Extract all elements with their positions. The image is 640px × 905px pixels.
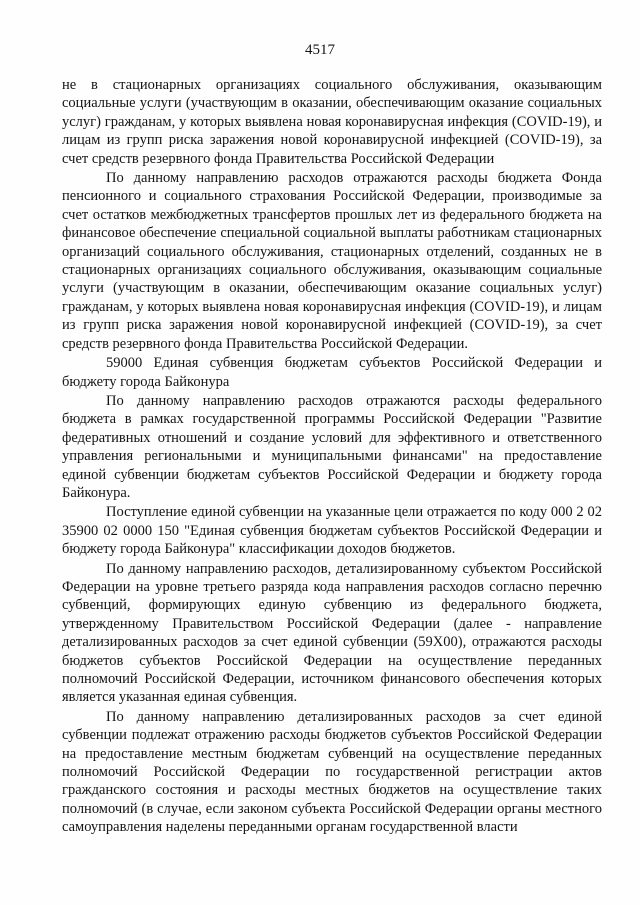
paragraph-6: По данному направлению расходов, детализированному субъектом Российской Федерации на уровне третьего разряда кода направления расходов согласно перечню субвенций, формирующих единую субвенцию из федерального бюджета, утвержденному Правительством Российской Федерации (далее - направление детализированных расходов за счет единой субвенции (59Х00), отражаются расходы бюджетов субъектов Российской Федерации на осуществление переданных полномочий Российской Федерации, источником финансового обеспечения которых является указанная единая субвенция.	[62, 560, 602, 706]
document-body	[62, 76, 602, 837]
paragraph-5: Поступление единой субвенции на указанные цели отражается по коду 000 2 02 35900 02 0000 150 "Единая субвенция бюджетам субъектов Российской Федерации и бюджету города Байконура" классификации доходов бюджетов.	[62, 504, 602, 558]
paragraph-3-heading: 59000 Единая субвенция бюджетам субъектов Российской Федерации и бюджету города Байконура	[62, 355, 602, 390]
paragraph-7: По данному направлению детализированных расходов за счет единой субвенции подлежат отражению расходы бюджетов субъектов Российской Федерации на предоставление местным бюджетам субвенций на осуществление переданных полномочий Российской Федерации по государственной регистрации актов гражданского состояния и расходы местных бюджетов на осуществление таких полномочий (в случае, если законом субъекта Российской Федерации органы местного самоуправления наделены переданными органам государственной власти	[62, 708, 602, 836]
paragraph-2: По данному направлению расходов отражаются расходы бюджета Фонда пенсионного и социального страхования Российской Федерации, производимые за счет остатков межбюджетных трансфертов прошлых лет из федерального бюджета на финансовое обеспечение специальной социальной выплаты работникам стационарных организаций социального обслуживания, стационарных отделений, созданных не в стационарных организациях социального обслуживания, оказывающим социальные услуги (участвующим в оказании, обеспечивающим оказание социальных услуг) гражданам, у которых выявлена новая коронавирусная инфекция (COVID-19), и лицам из групп риска заражения новой коронавирусной инфекцией (COVID-19), за счет средств резервного фонда Правительства Российской Федерации.	[62, 170, 602, 352]
paragraph-1: не в стационарных организациях социального обслуживания, оказывающим социальные услуги (участвующим в оказании, обеспечивающим оказание социальных услуг) гражданам, у которых выявлена новая коронавирусная инфекция (COVID-19), и лицам из групп риска заражения новой коронавирусной инфекцией (COVID-19), за счет средств резервного фонда Правительства Российской Федерации	[62, 77, 602, 167]
paragraph-4: По данному направлению расходов отражаются расходы федерального бюджета в рамках государственной программы Российской Федерации "Развитие федеративных отношений и создание условий для эффективного и ответственного управления региональными и муниципальными финансами" на предоставление единой субвенции бюджетам субъектов Российской Федерации и бюджету города Байконура.	[62, 392, 602, 501]
page-number: 4517	[305, 42, 335, 58]
